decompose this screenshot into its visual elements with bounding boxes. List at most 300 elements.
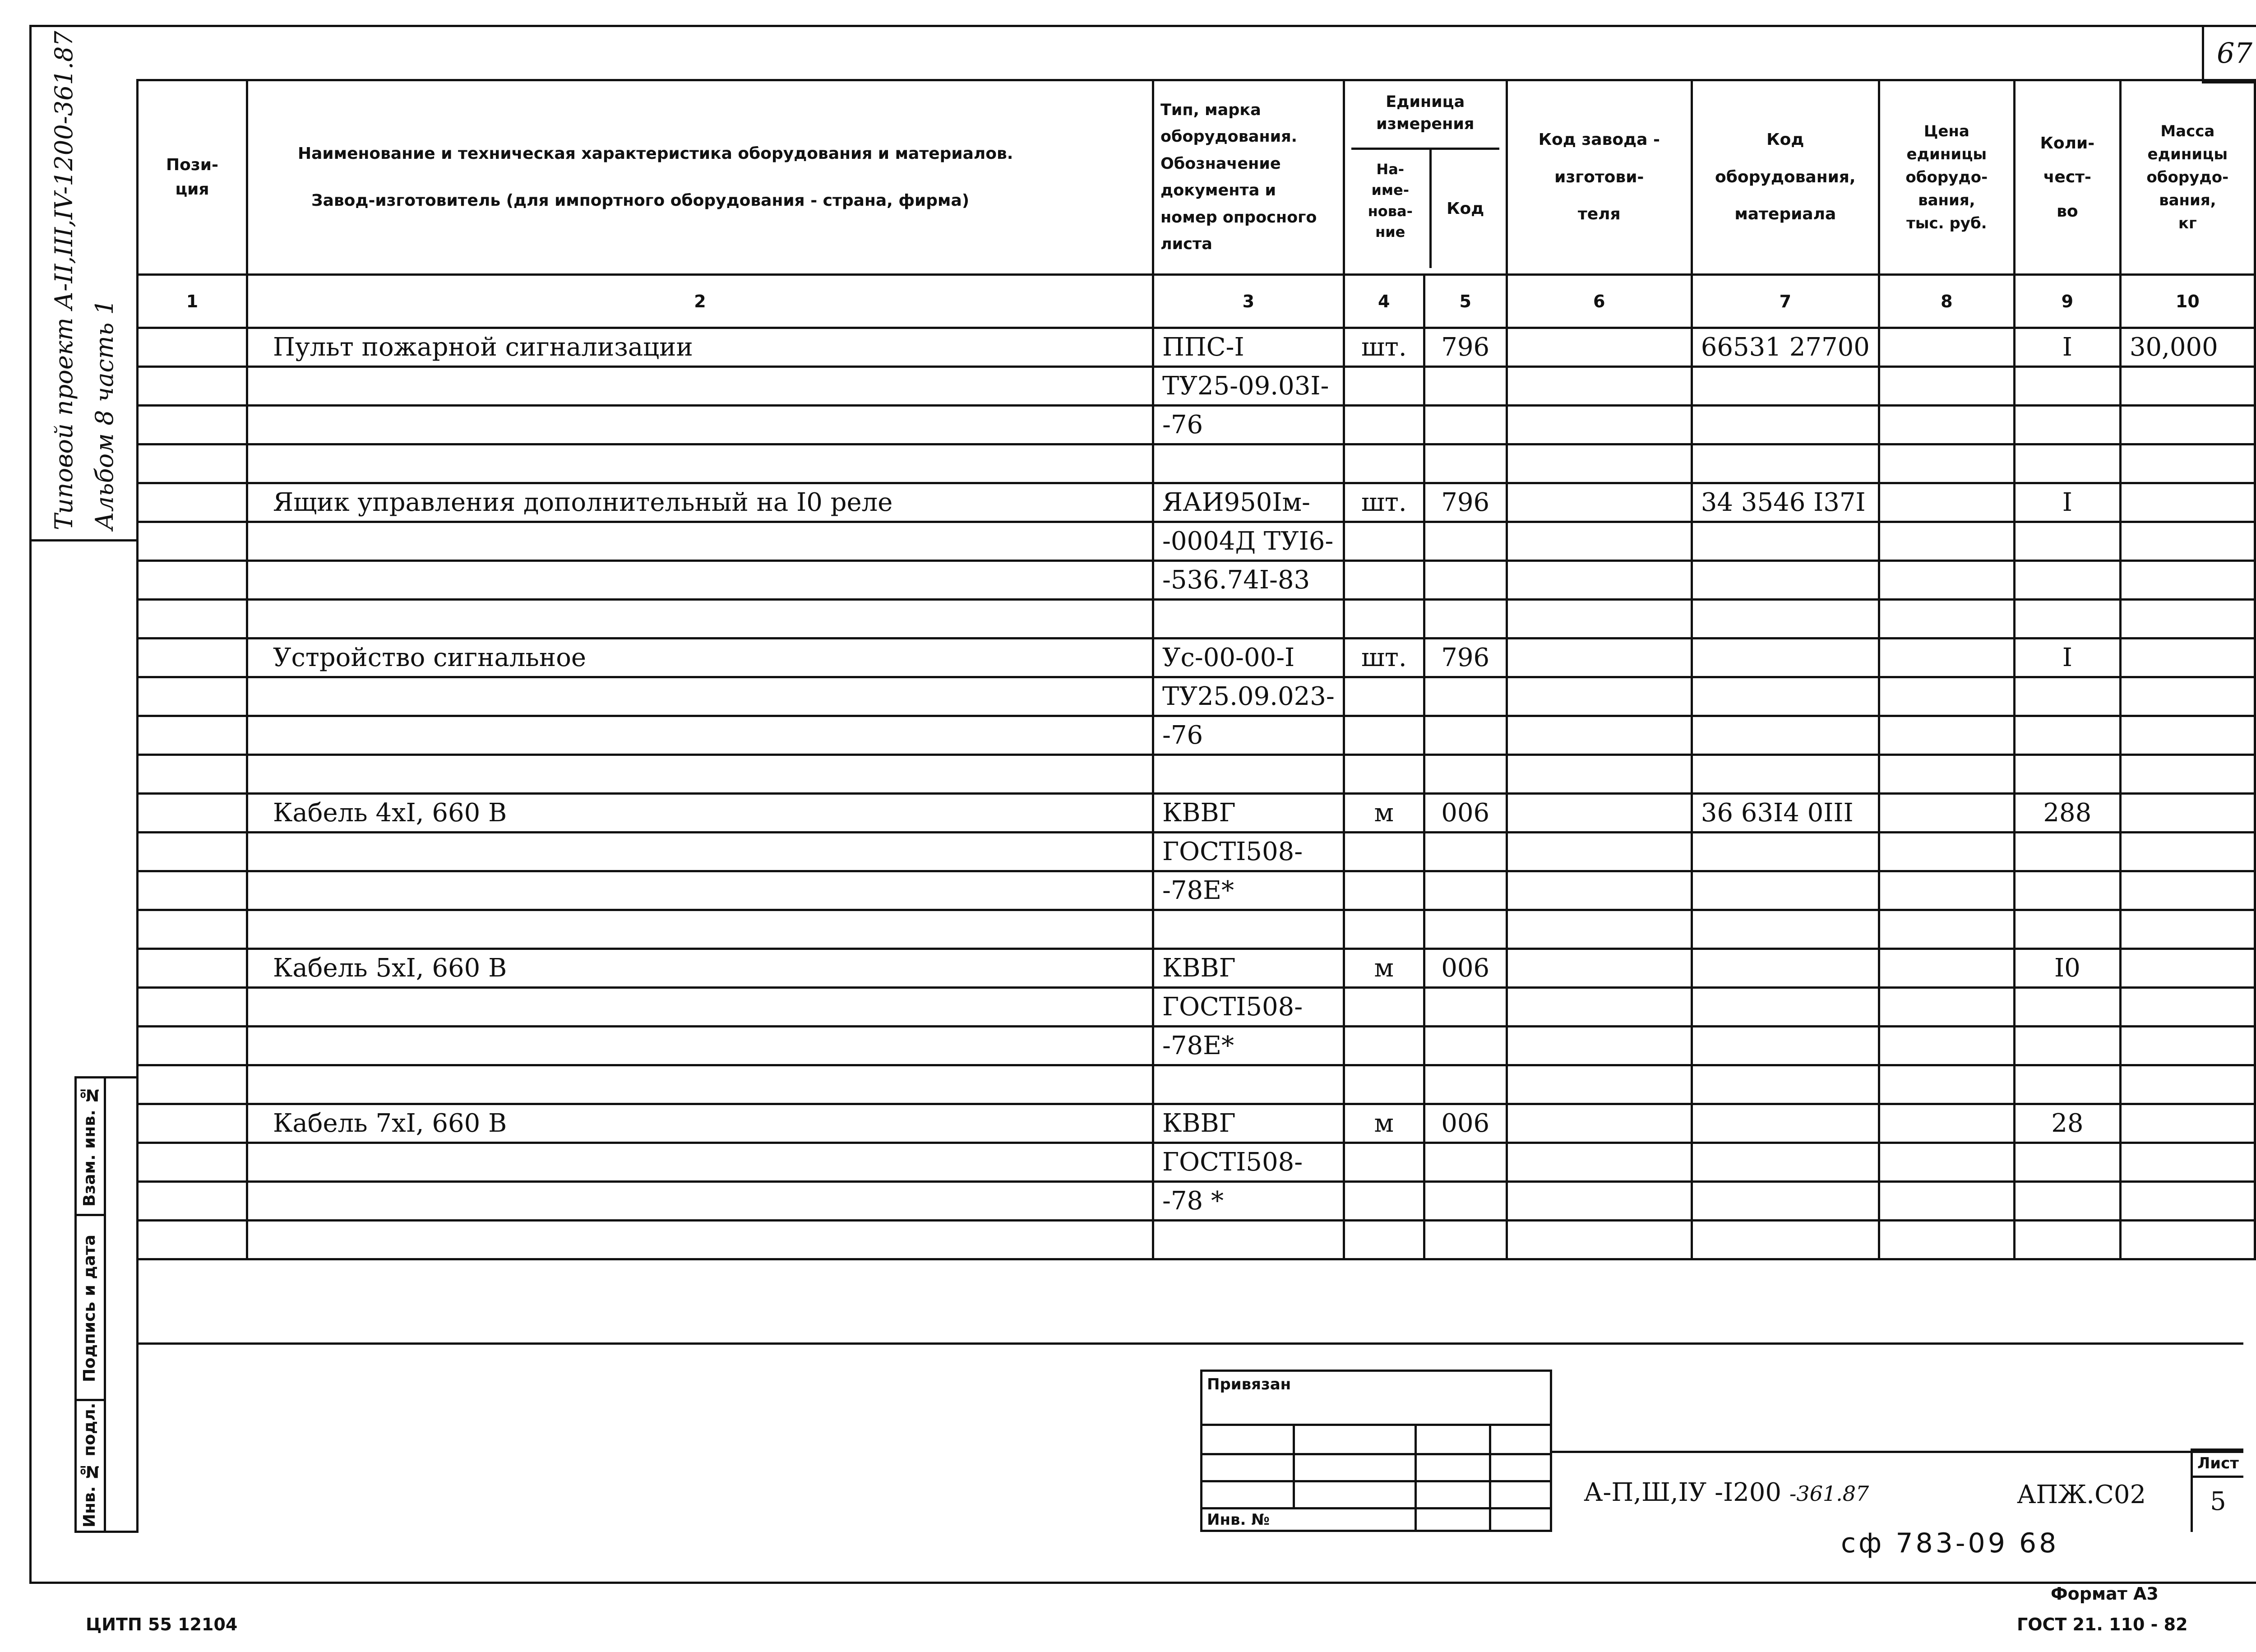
cell-factory-code — [1507, 1221, 1692, 1259]
table-row — [138, 406, 2255, 444]
cell-price — [1879, 483, 2014, 522]
cell-price — [1879, 755, 2014, 794]
cell-name: Пульт пожарной сигнализации — [247, 328, 1153, 367]
cell-mass — [2120, 1143, 2255, 1182]
col-num-1: 1 — [138, 275, 247, 328]
cell-position — [138, 794, 247, 833]
cell-factory-code — [1507, 1065, 1692, 1104]
cell-unit-code — [1424, 910, 1507, 949]
cell-factory-code — [1507, 561, 1692, 600]
table-row — [138, 949, 2255, 988]
cell-name — [247, 1221, 1153, 1259]
cell-price — [1879, 1065, 2014, 1104]
col-num-2: 2 — [247, 275, 1153, 328]
footer-left: ЦИТП 55 12104 — [86, 1615, 238, 1634]
cell-position — [138, 561, 247, 600]
cell-equip-code: 34 3546 I37I — [1692, 483, 1879, 522]
cell-price — [1879, 1221, 2014, 1259]
cell-name — [247, 1143, 1153, 1182]
cell-type — [1153, 1221, 1344, 1259]
cell-unit-code — [1424, 561, 1507, 600]
cell-type — [1153, 910, 1344, 949]
cell-factory-code — [1507, 406, 1692, 444]
table-row — [138, 1143, 2255, 1182]
header-qty: Коли- чест- во — [2014, 80, 2120, 275]
cell-price — [1879, 1104, 2014, 1143]
header-position: Пози- ция — [138, 80, 247, 275]
cell-factory-code — [1507, 522, 1692, 561]
cell-name — [247, 444, 1153, 483]
cell-type — [1153, 1065, 1344, 1104]
cell-price — [1879, 639, 2014, 677]
cell-unit-code — [1424, 833, 1507, 871]
cell-mass — [2120, 1221, 2255, 1259]
cell-price — [1879, 522, 2014, 561]
cell-unit-code — [1424, 1065, 1507, 1104]
cell-name: Ящик управления дополнительный на I0 реле — [247, 483, 1153, 522]
cell-unit: м — [1344, 949, 1424, 988]
cell-equip-code: 36 63I4 0III — [1692, 794, 1879, 833]
cell-unit — [1344, 1143, 1424, 1182]
cell-unit — [1344, 988, 1424, 1027]
cell-type: -536.74I-83 — [1153, 561, 1344, 600]
cell-unit — [1344, 716, 1424, 755]
cell-equip-code — [1692, 1143, 1879, 1182]
cell-factory-code — [1507, 988, 1692, 1027]
cell-price — [1879, 677, 2014, 716]
cell-mass — [2120, 483, 2255, 522]
cell-qty — [2014, 1027, 2120, 1065]
cell-name — [247, 833, 1153, 871]
cell-unit-code — [1424, 755, 1507, 794]
cell-factory-code — [1507, 755, 1692, 794]
cell-unit-code — [1424, 600, 1507, 639]
cell-name — [247, 367, 1153, 406]
privyazan-box — [1200, 1370, 1552, 1532]
table-row — [138, 561, 2255, 600]
cell-factory-code — [1507, 367, 1692, 406]
header-unit-sub — [1351, 150, 1499, 268]
cell-mass — [2120, 1065, 2255, 1104]
cell-factory-code — [1507, 1182, 1692, 1221]
cell-mass — [2120, 639, 2255, 677]
cell-equip-code — [1692, 1065, 1879, 1104]
cell-price — [1879, 1027, 2014, 1065]
cell-factory-code — [1507, 1143, 1692, 1182]
cell-name — [247, 1182, 1153, 1221]
cell-factory-code — [1507, 716, 1692, 755]
cell-factory-code — [1507, 833, 1692, 871]
cell-position — [138, 639, 247, 677]
cell-type — [1153, 600, 1344, 639]
cell-position — [138, 406, 247, 444]
cell-qty: I — [2014, 639, 2120, 677]
cell-unit — [1344, 522, 1424, 561]
cell-qty — [2014, 910, 2120, 949]
cell-factory-code — [1507, 677, 1692, 716]
table-row — [138, 522, 2255, 561]
cell-unit-code: 006 — [1424, 794, 1507, 833]
cell-unit — [1344, 1065, 1424, 1104]
stamp-doc-code: АПЖ.С02 — [2017, 1480, 2146, 1509]
cell-type — [1153, 444, 1344, 483]
cell-type: -76 — [1153, 406, 1344, 444]
cell-type: -0004Д ТУI6- — [1153, 522, 1344, 561]
cell-mass — [2120, 367, 2255, 406]
table-row — [138, 1221, 2255, 1259]
cell-qty — [2014, 988, 2120, 1027]
side-stamp-podpis: Подпись и дата — [80, 1235, 99, 1383]
header-name-line2: Завод-изготовитель (для импортного оборудования - страна, фирма) — [311, 191, 970, 210]
cell-unit — [1344, 1221, 1424, 1259]
sheet-box — [2191, 1448, 2243, 1532]
cell-price — [1879, 833, 2014, 871]
cell-price — [1879, 1182, 2014, 1221]
cell-unit — [1344, 444, 1424, 483]
cell-mass — [2120, 1104, 2255, 1143]
side-title-line2: Альбом 8 часть 1 — [90, 299, 119, 530]
cell-name — [247, 1027, 1153, 1065]
side-stamp-inv: Инв. № подл. — [80, 1402, 99, 1527]
column-number-row — [138, 275, 2255, 328]
cell-position — [138, 1143, 247, 1182]
privyazan-label: Привязан — [1207, 1375, 1291, 1393]
cell-unit-code: 006 — [1424, 949, 1507, 988]
cell-mass — [2120, 949, 2255, 988]
side-stamp-sep-1 — [77, 1214, 105, 1216]
cell-qty — [2014, 406, 2120, 444]
cell-price — [1879, 367, 2014, 406]
cell-position — [138, 677, 247, 716]
side-stamp-divider — [104, 1078, 106, 1531]
header-row — [138, 80, 2255, 275]
cell-unit-code — [1424, 871, 1507, 910]
col-num-8: 8 — [1879, 275, 2014, 328]
cell-equip-code — [1692, 949, 1879, 988]
cell-price — [1879, 871, 2014, 910]
cell-price — [1879, 406, 2014, 444]
table-row — [138, 910, 2255, 949]
cell-qty — [2014, 755, 2120, 794]
cell-unit-code — [1424, 367, 1507, 406]
cell-type: КВВГ — [1153, 949, 1344, 988]
cell-unit-code — [1424, 1143, 1507, 1182]
cell-position — [138, 367, 247, 406]
cell-unit — [1344, 600, 1424, 639]
cell-mass: 30,000 — [2120, 328, 2255, 367]
cell-equip-code — [1692, 988, 1879, 1027]
stamp-project-code-main: А-П,Ш,IУ -I200 — [1584, 1478, 1781, 1507]
cell-type: ТУ25.09.023- — [1153, 677, 1344, 716]
cell-unit — [1344, 910, 1424, 949]
privyazan-vline-2 — [1415, 1424, 1417, 1532]
cell-qty — [2014, 716, 2120, 755]
cell-qty — [2014, 833, 2120, 871]
cell-mass — [2120, 910, 2255, 949]
cell-factory-code — [1507, 910, 1692, 949]
header-type: Тип, марка оборудования. Обозначение документа и номер опросного листа — [1153, 80, 1344, 275]
cell-position — [138, 755, 247, 794]
cell-type: -78Е* — [1153, 1027, 1344, 1065]
cell-qty: 28 — [2014, 1104, 2120, 1143]
cell-unit: м — [1344, 794, 1424, 833]
spec-body — [138, 328, 2255, 1259]
cell-qty — [2014, 561, 2120, 600]
cell-unit — [1344, 1027, 1424, 1065]
cell-position — [138, 1182, 247, 1221]
cell-factory-code — [1507, 794, 1692, 833]
cell-unit-code — [1424, 716, 1507, 755]
header-name-line1: Наименование и техническая характеристика оборудования и материалов. — [298, 144, 1013, 163]
table-row — [138, 1027, 2255, 1065]
header-factory-code: Код завода - изготови- теля — [1507, 80, 1692, 275]
cell-qty — [2014, 444, 2120, 483]
cell-name — [247, 677, 1153, 716]
cell-equip-code — [1692, 1027, 1879, 1065]
cell-name: Устройство сигнальное — [247, 639, 1153, 677]
cell-position — [138, 483, 247, 522]
cell-equip-code — [1692, 833, 1879, 871]
cell-unit — [1344, 1182, 1424, 1221]
cell-type: ГОСТI508- — [1153, 833, 1344, 871]
cell-equip-code — [1692, 677, 1879, 716]
cell-unit: м — [1344, 1104, 1424, 1143]
privyazan-line-2 — [1202, 1453, 1550, 1455]
table-row — [138, 367, 2255, 406]
header-price: Цена единицы оборудо- вания, тыс. руб. — [1879, 80, 2014, 275]
cell-price — [1879, 910, 2014, 949]
cell-unit-code: 796 — [1424, 639, 1507, 677]
table-row — [138, 677, 2255, 716]
cell-equip-code — [1692, 561, 1879, 600]
cell-mass — [2120, 794, 2255, 833]
cell-factory-code — [1507, 1027, 1692, 1065]
cell-factory-code — [1507, 1104, 1692, 1143]
cell-name — [247, 910, 1153, 949]
cell-qty — [2014, 1221, 2120, 1259]
cell-factory-code — [1507, 600, 1692, 639]
cell-price — [1879, 949, 2014, 988]
table-row — [138, 1182, 2255, 1221]
header-equip-code: Код оборудования, материала — [1692, 80, 1879, 275]
cell-unit-code: 796 — [1424, 328, 1507, 367]
cell-unit-code — [1424, 1221, 1507, 1259]
cell-unit-code — [1424, 406, 1507, 444]
cell-equip-code: 66531 27700 — [1692, 328, 1879, 367]
cell-unit-code — [1424, 444, 1507, 483]
header-mass: Масса единицы оборудо- вания, кг — [2120, 80, 2255, 275]
cell-name — [247, 988, 1153, 1027]
cell-qty — [2014, 600, 2120, 639]
cell-qty: I — [2014, 328, 2120, 367]
cell-type: КВВГ — [1153, 794, 1344, 833]
cell-factory-code — [1507, 871, 1692, 910]
cell-unit-code — [1424, 677, 1507, 716]
table-row — [138, 794, 2255, 833]
table-row — [138, 988, 2255, 1027]
cell-type: ГОСТI508- — [1153, 988, 1344, 1027]
cell-factory-code — [1507, 639, 1692, 677]
cell-equip-code — [1692, 444, 1879, 483]
cell-name — [247, 600, 1153, 639]
table-row — [138, 1065, 2255, 1104]
page-number: 67 — [2202, 25, 2256, 83]
cell-name — [247, 406, 1153, 444]
cell-mass — [2120, 755, 2255, 794]
header-unit-name: На- име- нова- ние — [1351, 150, 1432, 268]
col-num-6: 6 — [1507, 275, 1692, 328]
cell-equip-code — [1692, 1221, 1879, 1259]
cell-unit: шт. — [1344, 328, 1424, 367]
col-num-10: 10 — [2120, 275, 2255, 328]
cell-qty — [2014, 522, 2120, 561]
cell-qty: I0 — [2014, 949, 2120, 988]
cell-position — [138, 600, 247, 639]
col-num-3: 3 — [1153, 275, 1344, 328]
cell-equip-code — [1692, 367, 1879, 406]
col-num-5: 5 — [1424, 275, 1507, 328]
stamp-project-code-suffix: -361.87 — [1789, 1481, 1869, 1506]
cell-name — [247, 755, 1153, 794]
cell-unit: шт. — [1344, 639, 1424, 677]
cell-qty: 288 — [2014, 794, 2120, 833]
table-row — [138, 1104, 2255, 1143]
cell-position — [138, 1065, 247, 1104]
cell-unit — [1344, 677, 1424, 716]
cell-equip-code — [1692, 755, 1879, 794]
cell-factory-code — [1507, 949, 1692, 988]
side-stamp — [74, 1076, 139, 1533]
cell-unit-code: 006 — [1424, 1104, 1507, 1143]
col-num-9: 9 — [2014, 275, 2120, 328]
col-num-4: 4 — [1344, 275, 1424, 328]
cell-price — [1879, 716, 2014, 755]
cell-unit — [1344, 561, 1424, 600]
format-label: Формат А3 — [2051, 1584, 2159, 1604]
privyazan-line-1 — [1202, 1424, 1550, 1426]
cell-unit: шт. — [1344, 483, 1424, 522]
cell-type: -78Е* — [1153, 871, 1344, 910]
cell-qty — [2014, 1182, 2120, 1221]
table-row — [138, 639, 2255, 677]
cell-price — [1879, 1143, 2014, 1182]
spec-table — [136, 79, 2256, 1260]
cell-qty — [2014, 677, 2120, 716]
table-row — [138, 328, 2255, 367]
cell-equip-code — [1692, 1182, 1879, 1221]
cell-factory-code — [1507, 328, 1692, 367]
footer-right: ГОСТ 21. 110 - 82 — [2017, 1615, 2188, 1634]
cell-unit-code: 796 — [1424, 483, 1507, 522]
cell-price — [1879, 988, 2014, 1027]
privyazan-line-4 — [1202, 1507, 1550, 1509]
cell-unit — [1344, 833, 1424, 871]
table-row — [138, 600, 2255, 639]
cell-type: ППС-I — [1153, 328, 1344, 367]
cell-unit — [1344, 755, 1424, 794]
cell-equip-code — [1692, 1104, 1879, 1143]
cell-qty — [2014, 871, 2120, 910]
privyazan-vline-1 — [1293, 1424, 1295, 1509]
cell-equip-code — [1692, 910, 1879, 949]
cell-name — [247, 1065, 1153, 1104]
cell-qty: I — [2014, 483, 2120, 522]
cell-unit — [1344, 367, 1424, 406]
cell-unit-code — [1424, 988, 1507, 1027]
cell-qty — [2014, 367, 2120, 406]
header-unit — [1344, 80, 1507, 275]
cell-type: -76 — [1153, 716, 1344, 755]
cell-name — [247, 561, 1153, 600]
cell-mass — [2120, 406, 2255, 444]
privyazan-vline-3 — [1489, 1424, 1491, 1532]
cell-price — [1879, 328, 2014, 367]
privyazan-line-3 — [1202, 1480, 1550, 1482]
cell-factory-code — [1507, 483, 1692, 522]
cell-type: ТУ25-09.03I- — [1153, 367, 1344, 406]
sheet-label: Лист — [2197, 1454, 2239, 1472]
cell-type: КВВГ — [1153, 1104, 1344, 1143]
cell-position — [138, 716, 247, 755]
table-row — [138, 871, 2255, 910]
table-row — [138, 716, 2255, 755]
cell-position — [138, 328, 247, 367]
cell-mass — [2120, 561, 2255, 600]
col-num-7: 7 — [1692, 275, 1879, 328]
cell-name: Кабель 5хI, 660 В — [247, 949, 1153, 988]
cell-type: Ус-00-00-I — [1153, 639, 1344, 677]
cell-name — [247, 871, 1153, 910]
cell-type — [1153, 755, 1344, 794]
cell-mass — [2120, 444, 2255, 483]
cell-mass — [2120, 988, 2255, 1027]
cell-position — [138, 1104, 247, 1143]
sheet-box-divider — [2193, 1476, 2243, 1478]
cell-mass — [2120, 871, 2255, 910]
side-stamp-vzam: Взам. инв. № — [80, 1085, 99, 1207]
cell-type: ГОСТI508- — [1153, 1143, 1344, 1182]
cell-price — [1879, 600, 2014, 639]
cell-price — [1879, 444, 2014, 483]
cell-type: -78 * — [1153, 1182, 1344, 1221]
cell-position — [138, 444, 247, 483]
cell-unit-code — [1424, 1182, 1507, 1221]
cell-mass — [2120, 677, 2255, 716]
cell-mass — [2120, 522, 2255, 561]
cell-position — [138, 833, 247, 871]
cell-mass — [2120, 1182, 2255, 1221]
cell-equip-code — [1692, 406, 1879, 444]
cell-equip-code — [1692, 639, 1879, 677]
cell-unit — [1344, 406, 1424, 444]
cell-name: Кабель 4хI, 660 В — [247, 794, 1153, 833]
cell-position — [138, 522, 247, 561]
side-stamp-sep-2 — [77, 1399, 105, 1401]
table-row — [138, 483, 2255, 522]
cell-price — [1879, 794, 2014, 833]
cell-equip-code — [1692, 600, 1879, 639]
cell-position — [138, 988, 247, 1027]
cell-mass — [2120, 833, 2255, 871]
cell-qty — [2014, 1143, 2120, 1182]
inv-no-label: Инв. № — [1207, 1511, 1270, 1529]
table-row — [138, 833, 2255, 871]
cell-position — [138, 1027, 247, 1065]
cell-name — [247, 522, 1153, 561]
cell-unit-code — [1424, 1027, 1507, 1065]
cell-qty — [2014, 1065, 2120, 1104]
header-unit-group: Единица измерения — [1351, 87, 1499, 150]
